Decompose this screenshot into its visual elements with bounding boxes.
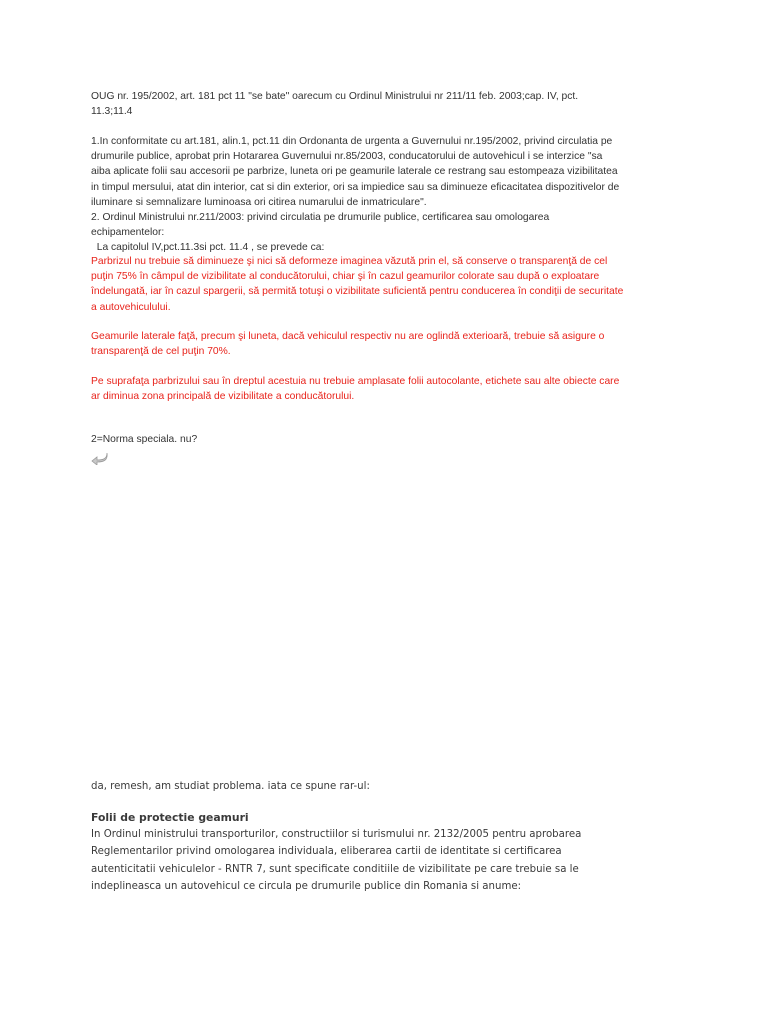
text-line: In Ordinul ministrului transporturilor, constructiilor si turismului nr. 2132/2005 pentru aprobarea (91, 829, 582, 840)
header-paragraph (91, 89, 681, 119)
text-line: echipamentelor: (91, 227, 165, 239)
text-line: ar diminua zona principală de vizibilitate a conducătorului. (91, 391, 355, 403)
text-line: drumurile publice, aprobat prin Hotararea Guvernului nr.85/2003, conducatorului de autovehicul i se interzice "sa (91, 151, 603, 163)
text-line: autenticitatii vehiculelor - RNTR 7, sunt specificate conditiile de vizibilitate pe care trebuie sa le (91, 863, 579, 875)
text-line: Pe suprafaţa parbrizului sau în dreptul acestuia nu trebuie amplasate folii autocolante, etichete sau alte obiecte care (91, 376, 620, 387)
red-paragraph-side-windows (91, 329, 681, 359)
reply-intro: da, remesh, am studiat problema. iata ce spune rar-ul: (91, 781, 370, 792)
text-line: La capitolul IV,pct.11.3si pct. 11.4 , se prevede ca: (91, 242, 325, 254)
text-line: 2. Ordinul Ministrului nr.211/2003: privind circulatia pe drumurile publice, certificarea sau omologarea (91, 212, 550, 224)
text-line: puţin 75% în câmpul de vizibilitate al conducătorului, chiar şi în cazul geamurilor colorate sau după o exploatare (91, 271, 600, 283)
red-paragraph-stickers (91, 374, 681, 404)
red-paragraph-windshield (91, 254, 681, 315)
text-line: 1.In conformitate cu art.181, alin.1, pct.11 din Ordonanta de urgenta a Guvernului nr.195/2002, privind circulatia pe (91, 136, 613, 147)
note-line: 2=Norma speciala. nu? (91, 434, 198, 445)
text-line: îndelungată, iar în cazul spargerii, să permită totuşi o vizibilitate suficientă pentru conducerea în condiţii de securitate (91, 286, 624, 298)
text-line: a autovehiculului. (91, 301, 171, 313)
reply-paragraph (91, 826, 691, 895)
reply-section-title: Folii de protectie geamuri (91, 811, 249, 824)
text-line: indeplineasca un autovehicul ce circula pe drumurile publice din Romania si anume: (91, 880, 522, 892)
text-line: Geamurile laterale faţă, precum şi luneta, dacă vehiculul respectiv nu are oglindă exterioară, trebuie să asigure o (91, 331, 605, 342)
text-line: in timpul mersului, atat din interior, cat si din exterior, ori sa impiedice sau sa diminueze eficacitatea dispozitivelor de (91, 181, 620, 193)
text-line: iluminare si semnalizare luminoasa ori citirea numarului de inmatriculare". (91, 196, 427, 208)
reply-arrow-icon[interactable] (91, 451, 109, 465)
text-line: 11.3;11.4 (91, 106, 133, 118)
text-line: transparenţă de cel puţin 70%. (91, 346, 231, 358)
section1-paragraph (91, 134, 681, 256)
text-line: OUG nr. 195/2002, art. 181 pct 11 "se bate" oarecum cu Ordinul Ministrului nr 211/11 feb. 2003;cap. IV, pct. (91, 91, 579, 102)
text-line: aiba aplicate folii sau accesorii pe parbrize, luneta ori pe geamurile laterale ce restrang sau estompeaza vizibilitatea (91, 166, 618, 178)
text-line: Parbrizul nu trebuie să diminueze şi nici să deformeze imaginea văzută prin el, să conserve o transparenţă de cel (91, 256, 608, 267)
text-line: Reglementarilor privind omologarea individuala, eliberarea cartii de identitate si certificarea (91, 846, 562, 858)
